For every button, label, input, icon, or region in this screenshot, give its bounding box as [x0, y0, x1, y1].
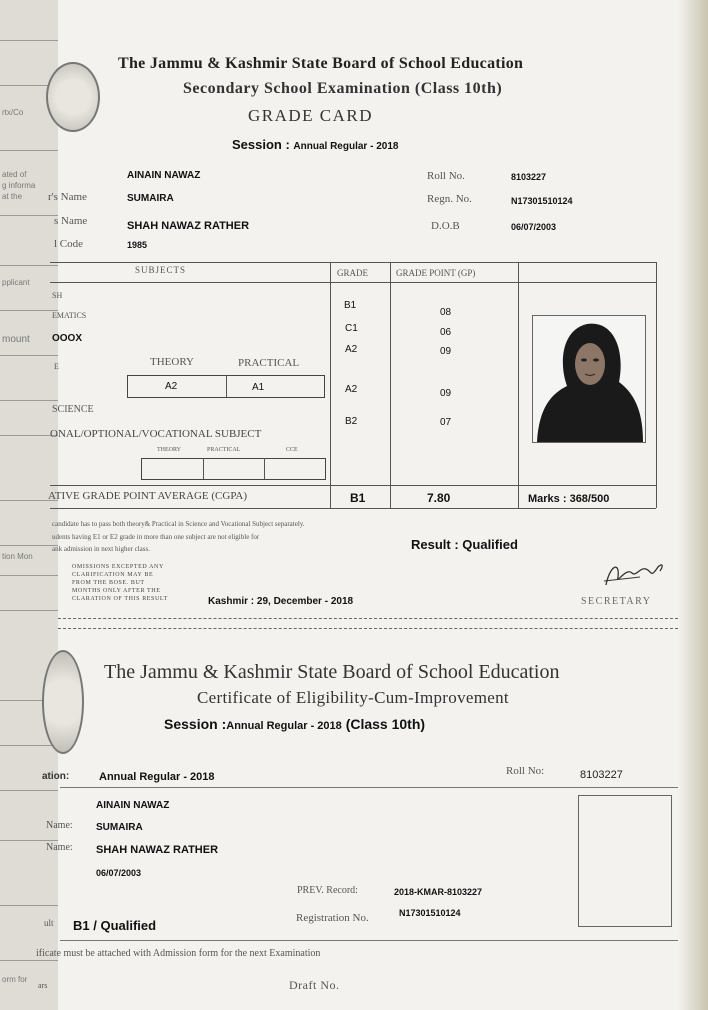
registration-label: Registration No. — [296, 912, 369, 924]
roll-value: 8103227 — [511, 172, 547, 182]
certificate-session-value: Annual Regular - 2018 — [226, 720, 342, 732]
certificate-result-label: ult — [44, 918, 54, 928]
vocational-split-box — [141, 458, 326, 480]
grade-point-header: GRADE POINT (GP) — [396, 268, 476, 278]
cut-line — [58, 618, 678, 619]
certificate-title: Certificate of Eligibility-Cum-Improvement — [197, 688, 509, 707]
prev-record-value: 2018-KMAR-8103227 — [394, 887, 483, 897]
table-divider — [330, 262, 331, 508]
session-label: Session : — [232, 137, 290, 152]
page-edge-shadow — [678, 0, 708, 1010]
certificate-dob: 06/07/2003 — [96, 868, 142, 878]
regn-value: N17301510124 — [511, 196, 573, 206]
student-photo-image — [533, 316, 645, 442]
grade-point: 09 — [440, 346, 452, 357]
student-photo — [532, 315, 646, 443]
certificate-result-value: B1 / Qualified — [73, 918, 157, 933]
grade-point: 07 — [440, 417, 452, 428]
board-emblem-icon — [42, 650, 84, 754]
vocational-split-divider — [264, 458, 265, 479]
left-page-fragment: orm for — [2, 975, 28, 984]
subject-grade: A2 — [345, 384, 358, 395]
grade-header: GRADE — [337, 268, 368, 278]
certificate-roll-value: 8103227 — [580, 769, 623, 781]
subject-name: E — [54, 362, 59, 371]
certificate-mother-label: Name: — [46, 820, 73, 831]
cgpa-label: ATIVE GRADE POINT AVERAGE (CGPA) — [48, 490, 248, 502]
left-page-fragment: pplicant — [2, 278, 30, 287]
student-name: AINAIN NAWAZ — [127, 170, 201, 181]
left-page-fragment: tion Mon — [2, 552, 33, 561]
disclaimer-line: FROM THE BOSE. BUT — [72, 580, 145, 586]
father-name: SHAH NAWAZ RATHER — [127, 220, 250, 232]
subject-grade: C1 — [345, 323, 358, 334]
subjects-header: SUBJECTS — [135, 265, 187, 275]
voc-cce-label: CCE — [286, 447, 298, 453]
total-marks: Marks : 368/500 — [528, 493, 610, 505]
cgpa-grade: B1 — [350, 491, 366, 505]
eligibility-note: udents having E1 or E2 grade in more than one subject are not eligible for — [52, 533, 260, 541]
left-page-fragment: mount — [2, 334, 30, 345]
pass-note: candidate has to pass both theory& Practical in Science and Vocational Subject separately. — [52, 520, 305, 528]
exam-title: Secondary School Examination (Class 10th) — [183, 80, 503, 97]
result-status: Result : Qualified — [411, 537, 518, 552]
table-top-border — [50, 262, 656, 263]
attach-note: ificate must be attached with Admission form for the next Examination — [36, 948, 321, 959]
prev-record-label: PREV. Record: — [297, 885, 358, 896]
secretary-label: SECRETARY — [581, 596, 652, 607]
table-divider — [656, 262, 657, 508]
grade-point: 09 — [440, 388, 452, 399]
exam-label: ation: — [42, 771, 70, 782]
subject-name: SH — [52, 291, 63, 300]
table-divider — [518, 262, 519, 508]
board-title: The Jammu & Kashmir State Board of School Education — [118, 55, 524, 72]
left-page-fragment: g informa — [2, 181, 36, 190]
subject-name: ONAL/OPTIONAL/VOCATIONAL SUBJECT — [50, 428, 262, 440]
certificate-session-label: Session : — [164, 716, 227, 732]
certificate-father-name: SHAH NAWAZ RATHER — [96, 844, 219, 856]
left-page-fragment: rtx/Co — [2, 108, 24, 117]
grade-point: 06 — [440, 327, 452, 338]
voc-practical-label: PRACTICAL — [207, 447, 241, 453]
admission-note: ank admission in next higher class. — [52, 545, 150, 553]
certificate-board-title: The Jammu & Kashmir State Board of School Education — [104, 661, 560, 683]
theory-label: THEORY — [150, 356, 194, 368]
dob-value: 06/07/2003 — [511, 222, 557, 232]
voc-theory-label: THEORY — [157, 447, 181, 453]
table-divider — [390, 262, 391, 508]
session-value: Annual Regular - 2018 — [293, 141, 399, 152]
subject-name: EMATICS — [52, 311, 87, 320]
session-line — [232, 137, 398, 152]
card-title: GRADE CARD — [248, 106, 374, 125]
vocational-split-divider — [203, 458, 204, 479]
certificate-student-name: AINAIN NAWAZ — [96, 800, 170, 811]
certificate-footer-rule — [60, 940, 678, 941]
left-page-fragment: ated of — [2, 170, 27, 179]
cut-line — [58, 628, 678, 629]
certificate-father-label: Name: — [46, 842, 73, 853]
disclaimer-line: OMISSIONS EXCEPTED ANY — [72, 564, 164, 570]
exam-value: Annual Regular - 2018 — [99, 771, 215, 783]
school-code: 1985 — [127, 240, 148, 250]
place-and-date: Kashmir : 29, December - 2018 — [208, 596, 354, 607]
science-practical-grade: A1 — [252, 382, 265, 393]
certificate-class: (Class 10th) — [345, 716, 426, 732]
bottom-fragment: ars — [38, 981, 48, 990]
certificate-photo-box — [578, 795, 672, 927]
disclaimer-line: CLARATION OF THIS RESULT — [72, 596, 168, 602]
regn-label: Regn. No. — [427, 193, 472, 205]
practical-label: PRACTICAL — [238, 357, 300, 369]
school-code-label: l Code — [54, 238, 84, 250]
father-name-label: s Name — [54, 215, 88, 227]
mother-name-label: r's Name — [48, 191, 87, 203]
certificate-session-line — [164, 716, 425, 732]
table-bottom-border — [50, 508, 656, 509]
grade-point: 08 — [440, 307, 452, 318]
certificate-header-rule — [60, 787, 678, 788]
table-body-border — [50, 485, 656, 486]
mother-name: SUMAIRA — [127, 193, 174, 204]
registration-value: N17301510124 — [399, 908, 461, 918]
certificate-roll-label: Roll No: — [506, 765, 545, 777]
subject-name: OOOX — [52, 333, 83, 344]
subject-grade: B2 — [345, 416, 358, 427]
disclaimer-line: MONTHS ONLY AFTER THE — [72, 588, 161, 594]
certificate-mother-name: SUMAIRA — [96, 822, 143, 833]
dob-label: D.O.B — [431, 220, 460, 232]
table-header-border — [50, 282, 656, 283]
science-split-divider — [226, 375, 227, 397]
subject-name: SCIENCE — [52, 404, 94, 415]
science-theory-grade: A2 — [165, 381, 178, 392]
roll-label: Roll No. — [427, 170, 465, 182]
draft-no-label: Draft No. — [289, 978, 340, 992]
disclaimer-block — [72, 563, 168, 603]
board-emblem-icon — [46, 62, 100, 132]
subject-grade: B1 — [344, 300, 357, 311]
subject-grade: A2 — [345, 344, 358, 355]
disclaimer-line: CLARIFICATION MAY BE — [72, 572, 154, 578]
secretary-signature-icon — [600, 555, 670, 591]
left-page-fragment: at the — [2, 192, 23, 201]
cgpa-value: 7.80 — [427, 491, 451, 505]
